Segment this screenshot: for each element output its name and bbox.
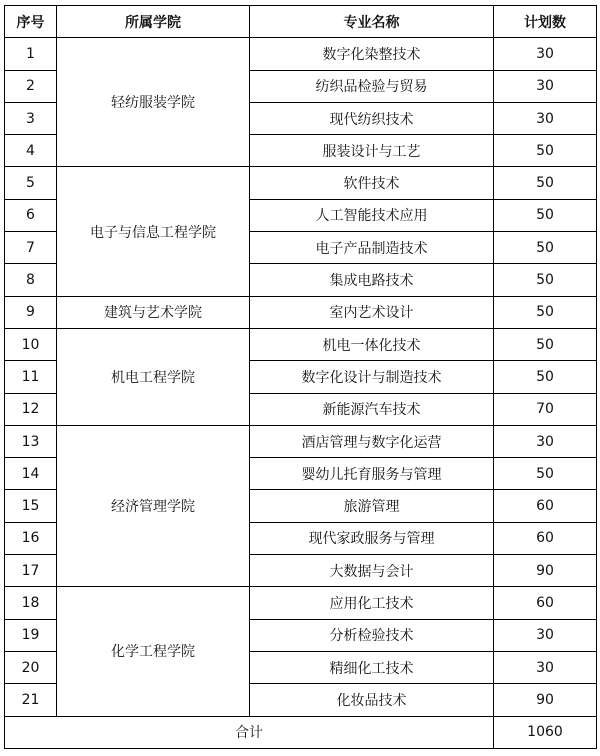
table-row	[5, 587, 597, 619]
row-index: 8	[5, 264, 57, 296]
plan-count: 50	[494, 328, 597, 360]
college-name: 轻纺服装学院	[57, 38, 250, 167]
plan-count: 50	[494, 167, 597, 199]
plan-count: 50	[494, 232, 597, 264]
major-name: 现代家政服务与管理	[250, 522, 494, 554]
plan-count: 50	[494, 135, 597, 167]
college-name: 建筑与艺术学院	[57, 296, 250, 328]
plan-count: 60	[494, 490, 597, 522]
plan-count: 90	[494, 684, 597, 716]
plan-count: 60	[494, 587, 597, 619]
plan-count: 50	[494, 361, 597, 393]
major-name: 集成电路技术	[250, 264, 494, 296]
major-name: 软件技术	[250, 167, 494, 199]
college-name: 化学工程学院	[57, 587, 250, 716]
major-name: 分析检验技术	[250, 619, 494, 651]
major-name: 婴幼儿托育服务与管理	[250, 458, 494, 490]
table-row	[5, 328, 597, 360]
major-name: 机电一体化技术	[250, 328, 494, 360]
major-name: 化妆品技术	[250, 684, 494, 716]
total-value: 1060	[494, 716, 597, 748]
major-name: 电子产品制造技术	[250, 232, 494, 264]
major-name: 纺织品检验与贸易	[250, 70, 494, 102]
college-name: 电子与信息工程学院	[57, 167, 250, 296]
major-name: 人工智能技术应用	[250, 199, 494, 231]
major-name: 大数据与会计	[250, 555, 494, 587]
plan-count: 30	[494, 651, 597, 683]
major-name: 精细化工技术	[250, 651, 494, 683]
plan-count: 50	[494, 458, 597, 490]
row-index: 11	[5, 361, 57, 393]
plan-count: 50	[494, 264, 597, 296]
total-label: 合计	[5, 716, 494, 748]
plan-count: 90	[494, 555, 597, 587]
header-index: 序号	[5, 6, 57, 38]
plan-count: 30	[494, 70, 597, 102]
row-index: 7	[5, 232, 57, 264]
total-row	[5, 716, 597, 748]
row-index: 16	[5, 522, 57, 554]
row-index: 19	[5, 619, 57, 651]
table-row	[5, 38, 597, 70]
row-index: 3	[5, 102, 57, 134]
row-index: 4	[5, 135, 57, 167]
major-name: 现代纺织技术	[250, 102, 494, 134]
major-name: 服装设计与工艺	[250, 135, 494, 167]
header-major: 专业名称	[250, 6, 494, 38]
plan-count: 30	[494, 619, 597, 651]
row-index: 2	[5, 70, 57, 102]
row-index: 17	[5, 555, 57, 587]
college-name: 经济管理学院	[57, 425, 250, 586]
table-row	[5, 167, 597, 199]
major-name: 室内艺术设计	[250, 296, 494, 328]
header-row	[5, 6, 597, 38]
plan-count: 60	[494, 522, 597, 554]
major-name: 旅游管理	[250, 490, 494, 522]
row-index: 1	[5, 38, 57, 70]
plan-count: 30	[494, 102, 597, 134]
row-index: 10	[5, 328, 57, 360]
plan-count: 50	[494, 296, 597, 328]
row-index: 18	[5, 587, 57, 619]
table-body	[5, 38, 597, 716]
table-row	[5, 425, 597, 457]
row-index: 15	[5, 490, 57, 522]
plan-count: 70	[494, 393, 597, 425]
table-row	[5, 296, 597, 328]
plan-count: 50	[494, 199, 597, 231]
plan-count: 30	[494, 425, 597, 457]
college-name: 机电工程学院	[57, 328, 250, 425]
row-index: 20	[5, 651, 57, 683]
major-name: 酒店管理与数字化运营	[250, 425, 494, 457]
row-index: 14	[5, 458, 57, 490]
plan-count: 30	[494, 38, 597, 70]
row-index: 5	[5, 167, 57, 199]
row-index: 12	[5, 393, 57, 425]
row-index: 6	[5, 199, 57, 231]
enrollment-plan-table	[4, 5, 597, 749]
row-index: 9	[5, 296, 57, 328]
major-name: 应用化工技术	[250, 587, 494, 619]
major-name: 新能源汽车技术	[250, 393, 494, 425]
major-name: 数字化染整技术	[250, 38, 494, 70]
header-college: 所属学院	[57, 6, 250, 38]
major-name: 数字化设计与制造技术	[250, 361, 494, 393]
row-index: 21	[5, 684, 57, 716]
row-index: 13	[5, 425, 57, 457]
header-plan: 计划数	[494, 6, 597, 38]
